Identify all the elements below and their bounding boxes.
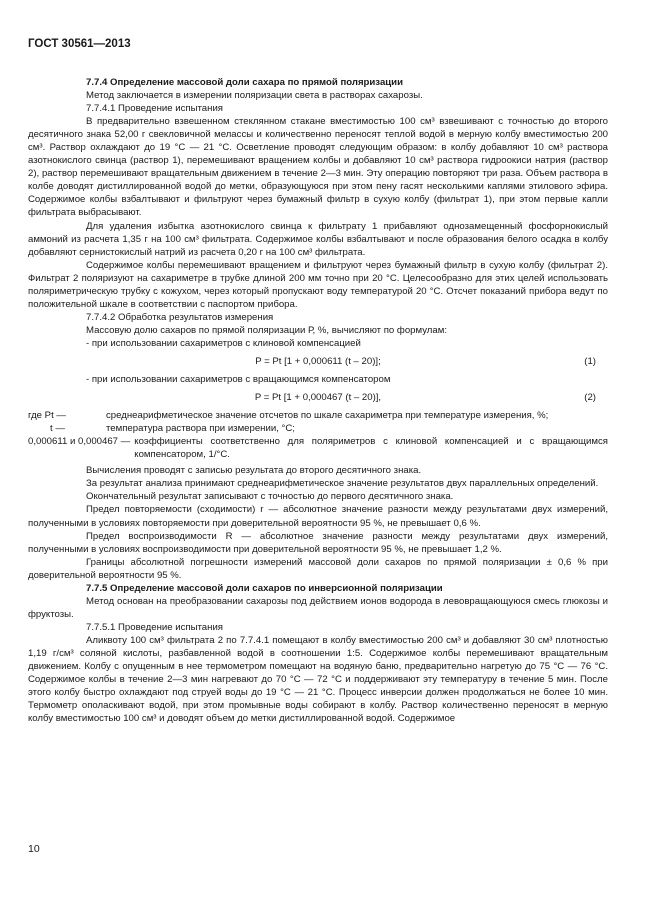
paragraph: Для удаления избытка азотнокислого свинца к фильтрату 1 прибавляют однозамещенный фосфорнокислый аммоний из расчета 1,35 г на 100 см³ фильтрата. Содержимое колбы взбалтывают и после образования белого осадка в колбу добавляют сернистокислый натрий из расчета 0,20 г на 100 см³ фильтрата. xyxy=(28,220,608,258)
paragraph: Метод основан на преобразовании сахарозы под действием ионов водорода в левовращающуюся смесь глюкозы и фруктозы. xyxy=(28,595,608,620)
paragraph: Предел воспроизводимости R — абсолютное значение разности между результатами двух измерений, полученными в условиях воспроизводимости при доверительной вероятности 95 %, не превышает 1,2 %. xyxy=(28,530,608,555)
formula-1 xyxy=(28,355,608,368)
paragraph: Вычисления проводят с записью результата до второго десятичного знака. xyxy=(86,465,422,477)
page-body xyxy=(28,76,608,725)
definition-text: температура раствора при измерении, °С; xyxy=(106,423,295,435)
subsection-7-7-5-1-heading: 7.7.5.1 Проведение испытания xyxy=(86,621,223,633)
subsection-7-7-4-1-heading: 7.7.4.1 Проведение испытания xyxy=(86,103,223,115)
definition-item xyxy=(28,435,608,461)
definition-term: где Pt — xyxy=(28,410,66,422)
definition-term: 0,000611 и 0,000467 — xyxy=(28,436,131,448)
formula-1-number: (1) xyxy=(584,355,596,367)
subsection-7-7-4-2-heading: 7.7.4.2 Обработка результатов измерения xyxy=(86,311,274,323)
formula-2-expression: P = Pt [1 + 0,000467 (t – 20)], xyxy=(254,392,382,404)
paragraph: Массовую долю сахаров по прямой поляризации Р, %, вычисляют по формулам: xyxy=(86,324,447,336)
definition-text: коэффициенты соответственно для поляриметров с клиновой компенсацией и с вращающимся компенсатором, 1/°С. xyxy=(134,436,608,461)
page-number: 10 xyxy=(28,843,40,855)
paragraph: В предварительно взвешенном стеклянном стакане вместимостью 100 см³ взвешивают с точностью до второго десятичного знака 52,00 г свекловичной мелассы и количественно переносят теплой водой в мерную колбу вместимостью 200 см³. Раствор охлаждают до 19 °С — 21 °С. Осветление проводят следующим образом: в колбу добавляют 10 см³ раствора азотнокислого свинца (раствор 1), перемешивают вращением колбы и добавляют 10 см³ раствора гидроокиси натрия (раствор 2), раствор перемешивают вращательным движением в течение 2—3 мин. Эту операцию повторяют три раза. Объем раствора в колбе доводят дистиллированной водой до метки, образующуюся при этом пену гасят несколькими каплями этилового эфира. Содержимое колбы взбалтывают и фильтруют через бумажный фильтр в сухую колбу (фильтрат 1), при этом первые капли фильтрата выбрасывают. xyxy=(28,116,608,219)
section-7-7-5-heading: 7.7.5 Определение массовой доли сахаров по инверсионной поляризации xyxy=(86,582,443,594)
definition-term: t — xyxy=(50,423,65,435)
paragraph: Аликвоту 100 см³ фильтрата 2 по 7.7.4.1 помещают в колбу вместимостью 200 см³ и добавляют 30 см³ плотностью 1,19 г/см³ соляной кислоты, разбавленной водой в соотношении 1:5. Содержимое колбы перемешивают вращательным движением. Колбу с опущенным в нее термометром помещают на водяную баню, предварительно нагретую до 75 °С — 76 °С. Содержимое колбы в течение 2—3 мин нагревают до 70 °С — 72 °С и поддерживают эту температуру в течение 5 мин. После этого колбу быстро охлаждают под струей воды до 19 °С — 21 °С. Процесс инверсии должен продолжаться не более 10 мин. Термометр ополаскивают водой, при этом промывные воды собирают в колбу. Раствор количественно переносят в мерную колбу вместимостью 100 см³ и доводят объем до метки дистиллированной водой. Содержимое xyxy=(28,634,608,725)
paragraph: За результат анализа принимают среднеарифметическое значение результатов двух параллельных определений. xyxy=(86,478,599,490)
definitions-list xyxy=(28,409,608,461)
section-7-7-4-heading: 7.7.4 Определение массовой доли сахара по прямой поляризации xyxy=(86,77,403,88)
definition-text: среднеарифметическое значение отсчетов по шкале сахариметра при температуре измерения, %; xyxy=(106,410,549,422)
formula-2 xyxy=(28,391,608,404)
paragraph: Предел повторяемости (сходимости) r — абсолютное значение разности между результатами двух измерений, полученными в условиях повторяемости при доверительной вероятности 95 %, не превышает 0,6 %. xyxy=(28,504,608,529)
definition-item xyxy=(28,409,608,422)
document-header: ГОСТ 30561—2013 xyxy=(28,38,131,50)
formula-1-expression: P = Pt [1 + 0,000611 (t – 20)]; xyxy=(255,355,381,367)
paragraph: Окончательный результат записывают с точностью до первого десятичного знака. xyxy=(86,491,454,503)
list-item: - при использовании сахариметров с клиновой компенсацией xyxy=(86,337,361,349)
formula-2-number: (2) xyxy=(584,392,596,404)
paragraph: Границы абсолютной погрешности измерений массовой доли сахаров по прямой поляризации ± 0,6 % при доверительной вероятности 95 %. xyxy=(28,556,608,581)
list-item: - при использовании сахариметров с вращающимся компенсатором xyxy=(86,374,391,386)
definition-item xyxy=(28,422,608,435)
paragraph: Содержимое колбы перемешивают вращением и фильтруют через бумажный фильтр в сухую колбу (фильтрат 2). Фильтрат 2 поляризуют на сахариметре в трубке длиной 200 мм точно при 20 °С. Целесообразно для этих целей использовать поляриметрическую трубку с кожухом, через который пропускают воду температурой 20 °С. Отсчет показаний прибора ведут по положительной шкале в соответствии с паспортом прибора. xyxy=(28,259,608,310)
paragraph: Метод заключается в измерении поляризации света в растворах сахарозы. xyxy=(86,90,423,102)
